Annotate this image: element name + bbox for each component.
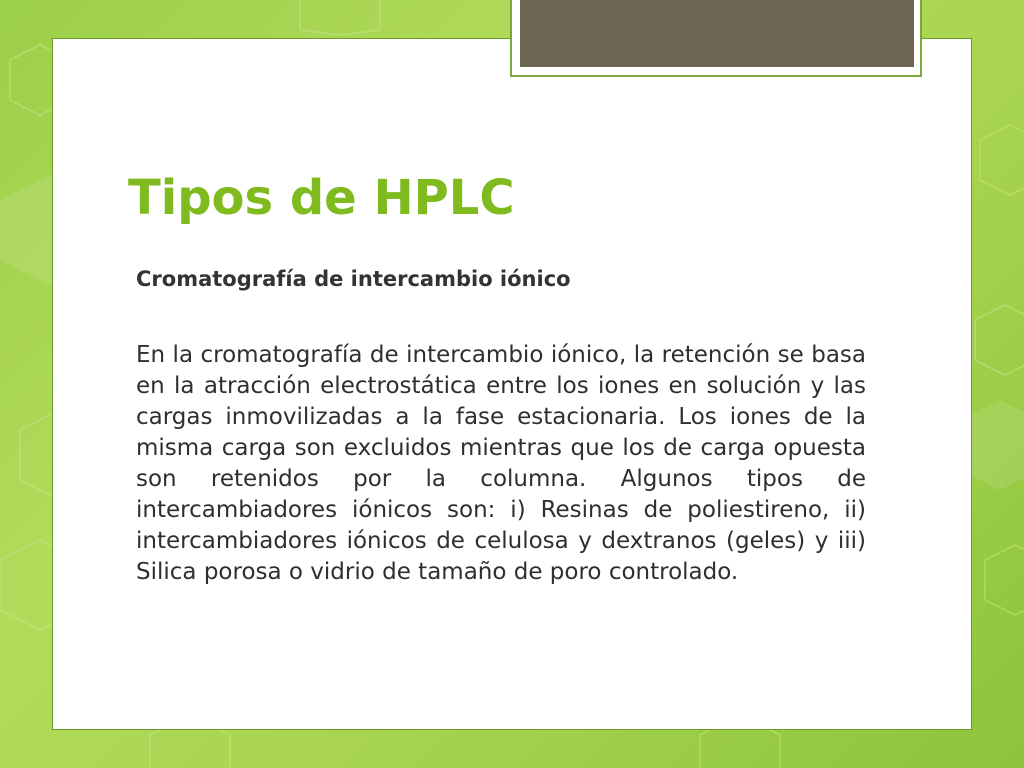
slide-subtitle: Cromatografía de intercambio iónico (136, 267, 571, 291)
slide-title: Tipos de HPLC (128, 170, 515, 226)
header-tab-bar (520, 0, 914, 67)
slide-body-text: En la cromatografía de intercambio iónico, la retención se basa en la atracción electrostática entre los iones en solución y las cargas inmovilizadas a la fase estacionaria. Los iones de la misma carga son excluidos mientras que los de carga opuesta son retenidos por la columna. Algunos tipos de intercambiadores iónicos son: i) Resinas de poliestireno, ii) intercambiadores iónicos de celulosa y dextranos (geles) y iii) Silica porosa o vidrio de tamaño de poro controlado. (136, 342, 866, 585)
